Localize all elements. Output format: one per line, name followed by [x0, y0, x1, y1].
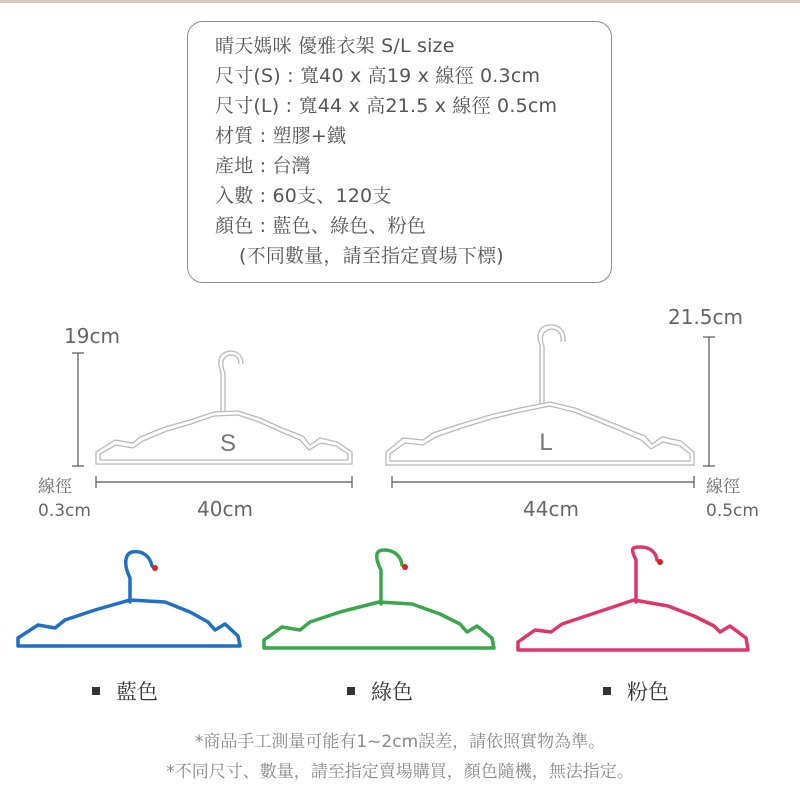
- large-width-label: 44cm: [523, 497, 579, 521]
- pink-hanger: [518, 547, 748, 650]
- large-size-letter: L: [539, 429, 553, 456]
- large-height-label: 21.5cm: [668, 305, 744, 329]
- large-wire-label: 線徑: [706, 477, 740, 497]
- spec-colors: 顏色 : 藍色、綠色、粉色: [215, 215, 427, 237]
- color-label-pink: [603, 676, 669, 706]
- small-width-label: 40cm: [197, 497, 253, 521]
- spec-title: 晴天媽咪 優雅衣架 S/L size: [215, 35, 455, 57]
- green-hanger-hook: [377, 550, 402, 604]
- blue-hanger-hook: [126, 552, 152, 602]
- green-hanger-tip: [402, 564, 408, 570]
- green-hanger-body: [264, 602, 494, 648]
- bullet-square-icon: [92, 687, 100, 695]
- small-height-label: 19cm: [64, 324, 120, 348]
- spec-size-s: 尺寸(S) : 寬40 x 高19 x 線徑 0.3cm: [215, 65, 541, 87]
- pink-hanger-hook: [633, 547, 657, 602]
- spec-material: 材質 : 塑膠+鐵: [215, 125, 347, 147]
- blue-hanger-tip: [152, 565, 158, 571]
- blue-hanger-body: [18, 600, 240, 646]
- color-label-blue-text: 藍色: [116, 680, 158, 704]
- color-label-green-text: 綠色: [371, 680, 413, 704]
- spec-size-l: 尺寸(L) : 寬44 x 高21.5 x 線徑 0.5cm: [215, 95, 558, 117]
- color-label-blue: [92, 676, 158, 706]
- pink-hanger-body: [518, 600, 748, 650]
- color-label-green: [347, 676, 413, 706]
- footnote-purchase: *不同尺寸、數量，請至指定賣場購買，顏色隨機，無法指定。: [166, 762, 634, 782]
- small-wire-label: 線徑: [38, 477, 72, 497]
- spec-quantity: 入數 : 60支、120支: [215, 185, 392, 207]
- green-hanger: [264, 550, 494, 648]
- small-wire-value: 0.3cm: [38, 501, 91, 521]
- small-size-letter: S: [219, 430, 237, 457]
- spec-origin: 產地 : 台灣: [215, 155, 311, 177]
- blue-hanger: [18, 552, 240, 646]
- pink-hanger-tip: [657, 559, 663, 565]
- footnote-measurement: *商品手工測量可能有1~2cm誤差，請依照實物為準。: [194, 732, 606, 752]
- bullet-square-icon: [347, 687, 355, 695]
- color-label-pink-text: 粉色: [627, 680, 669, 704]
- large-wire-value: 0.5cm: [706, 501, 759, 521]
- spec-note: (不同數量，請至指定賣場下標): [239, 245, 504, 267]
- bullet-square-icon: [603, 687, 611, 695]
